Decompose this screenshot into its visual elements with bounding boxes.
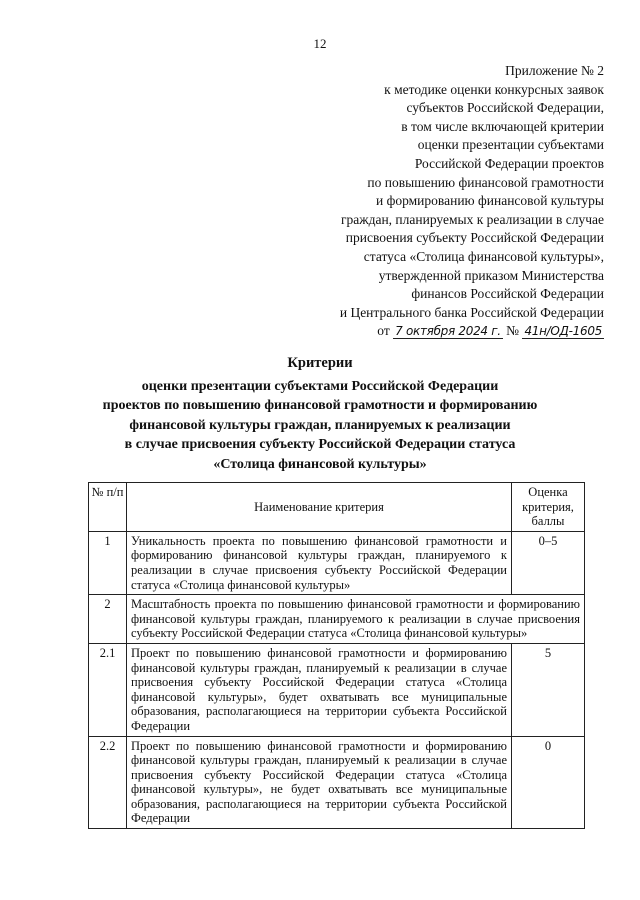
approval-number-handwritten: 41н/ОД-1605 <box>524 324 602 339</box>
title-line: проектов по повышению финансовой грамотности и формированию <box>102 398 538 413</box>
page-number: 12 <box>313 36 327 51</box>
appendix-header <box>264 62 604 341</box>
appendix-line: Приложение № 2 <box>505 63 604 78</box>
title-line: финансовой культуры граждан, планируемых к реализации <box>129 417 511 433</box>
approval-date-handwritten: 7 октября 2024 г. <box>395 324 501 339</box>
appendix-line: в том числе включающей критерии <box>401 118 604 134</box>
appendix-line: и Центрального банка Российской Федерации <box>339 304 604 320</box>
table-row <box>89 595 585 644</box>
appendix-line: к методике оценки конкурсных заявок <box>384 81 604 97</box>
approval-line <box>264 322 604 341</box>
row-num: 2.1 <box>89 643 127 736</box>
approval-prefix: от <box>377 323 390 339</box>
header-num: № п/п <box>89 483 127 532</box>
table-row <box>89 736 585 829</box>
title-line: оценки презентации субъектами Российской Федерации <box>141 378 499 394</box>
header-score: Оценка критерия, баллы <box>512 483 585 532</box>
title-heading: Критерии <box>287 355 353 371</box>
row-score: 0 <box>512 736 585 829</box>
header-name: Наименование критерия <box>127 483 512 532</box>
appendix-line: статуса «Столица финансовой культуры», <box>363 248 604 264</box>
title-line: в случае присвоения субъекту Российской Федерации статуса <box>124 437 516 452</box>
appendix-line: субъектов Российской Федерации, <box>406 100 604 116</box>
row-score: 0–5 <box>512 531 585 594</box>
document-title <box>0 354 640 474</box>
row-num: 2 <box>89 595 127 644</box>
appendix-line: граждан, планируемых к реализации в случае <box>340 211 604 227</box>
title-line: «Столица финансовой культуры» <box>213 456 427 472</box>
row-criterion: Уникальность проекта по повышению финансовой грамотности и формированию финансовой культуры граждан, планируемого к реализации в случае присвоения субъекту Российской Федерации статуса «Столица финансовой культуры» <box>127 531 512 594</box>
appendix-line: Российской Федерации проектов <box>414 155 604 171</box>
appendix-line: финансов Российской Федерации <box>411 286 604 302</box>
appendix-line: и формированию финансовой культуры <box>376 193 604 209</box>
approval-number-prefix: № <box>506 323 520 339</box>
appendix-line: оценки презентации субъектами <box>417 137 604 153</box>
row-criterion: Масштабность проекта по повышению финансовой грамотности и формированию финансовой культуры граждан, планируемого к реализации в случае присвоения субъекту Российской Федерации статуса «Столица финансовой культуры» <box>127 595 585 644</box>
criteria-table <box>88 482 585 829</box>
table-row <box>89 643 585 736</box>
appendix-line: по повышению финансовой грамотности <box>367 174 604 190</box>
row-score: 5 <box>512 643 585 736</box>
row-criterion: Проект по повышению финансовой грамотности и формированию финансовой культуры граждан, планируемый к реализации в случае присвоения субъекту Российской Федерации статуса «Столица финансовой культуры», не будет охватывать все муниципальные образования, располагающиеся на территории субъекта Российской Федерации <box>127 736 512 829</box>
table-header-row <box>89 483 585 532</box>
appendix-line: утвержденной приказом Министерства <box>378 267 604 283</box>
row-criterion: Проект по повышению финансовой грамотности и формированию финансовой культуры граждан, планируемый к реализации в случае присвоения субъекту Российской Федерации статуса «Столица финансовой культуры», будет охватывать все муниципальные образования, располагающиеся на территории субъекта Российской Федерации <box>127 643 512 736</box>
row-num: 2.2 <box>89 736 127 829</box>
appendix-line: присвоения субъекту Российской Федерации <box>345 230 604 246</box>
row-num: 1 <box>89 531 127 594</box>
table-row <box>89 531 585 594</box>
